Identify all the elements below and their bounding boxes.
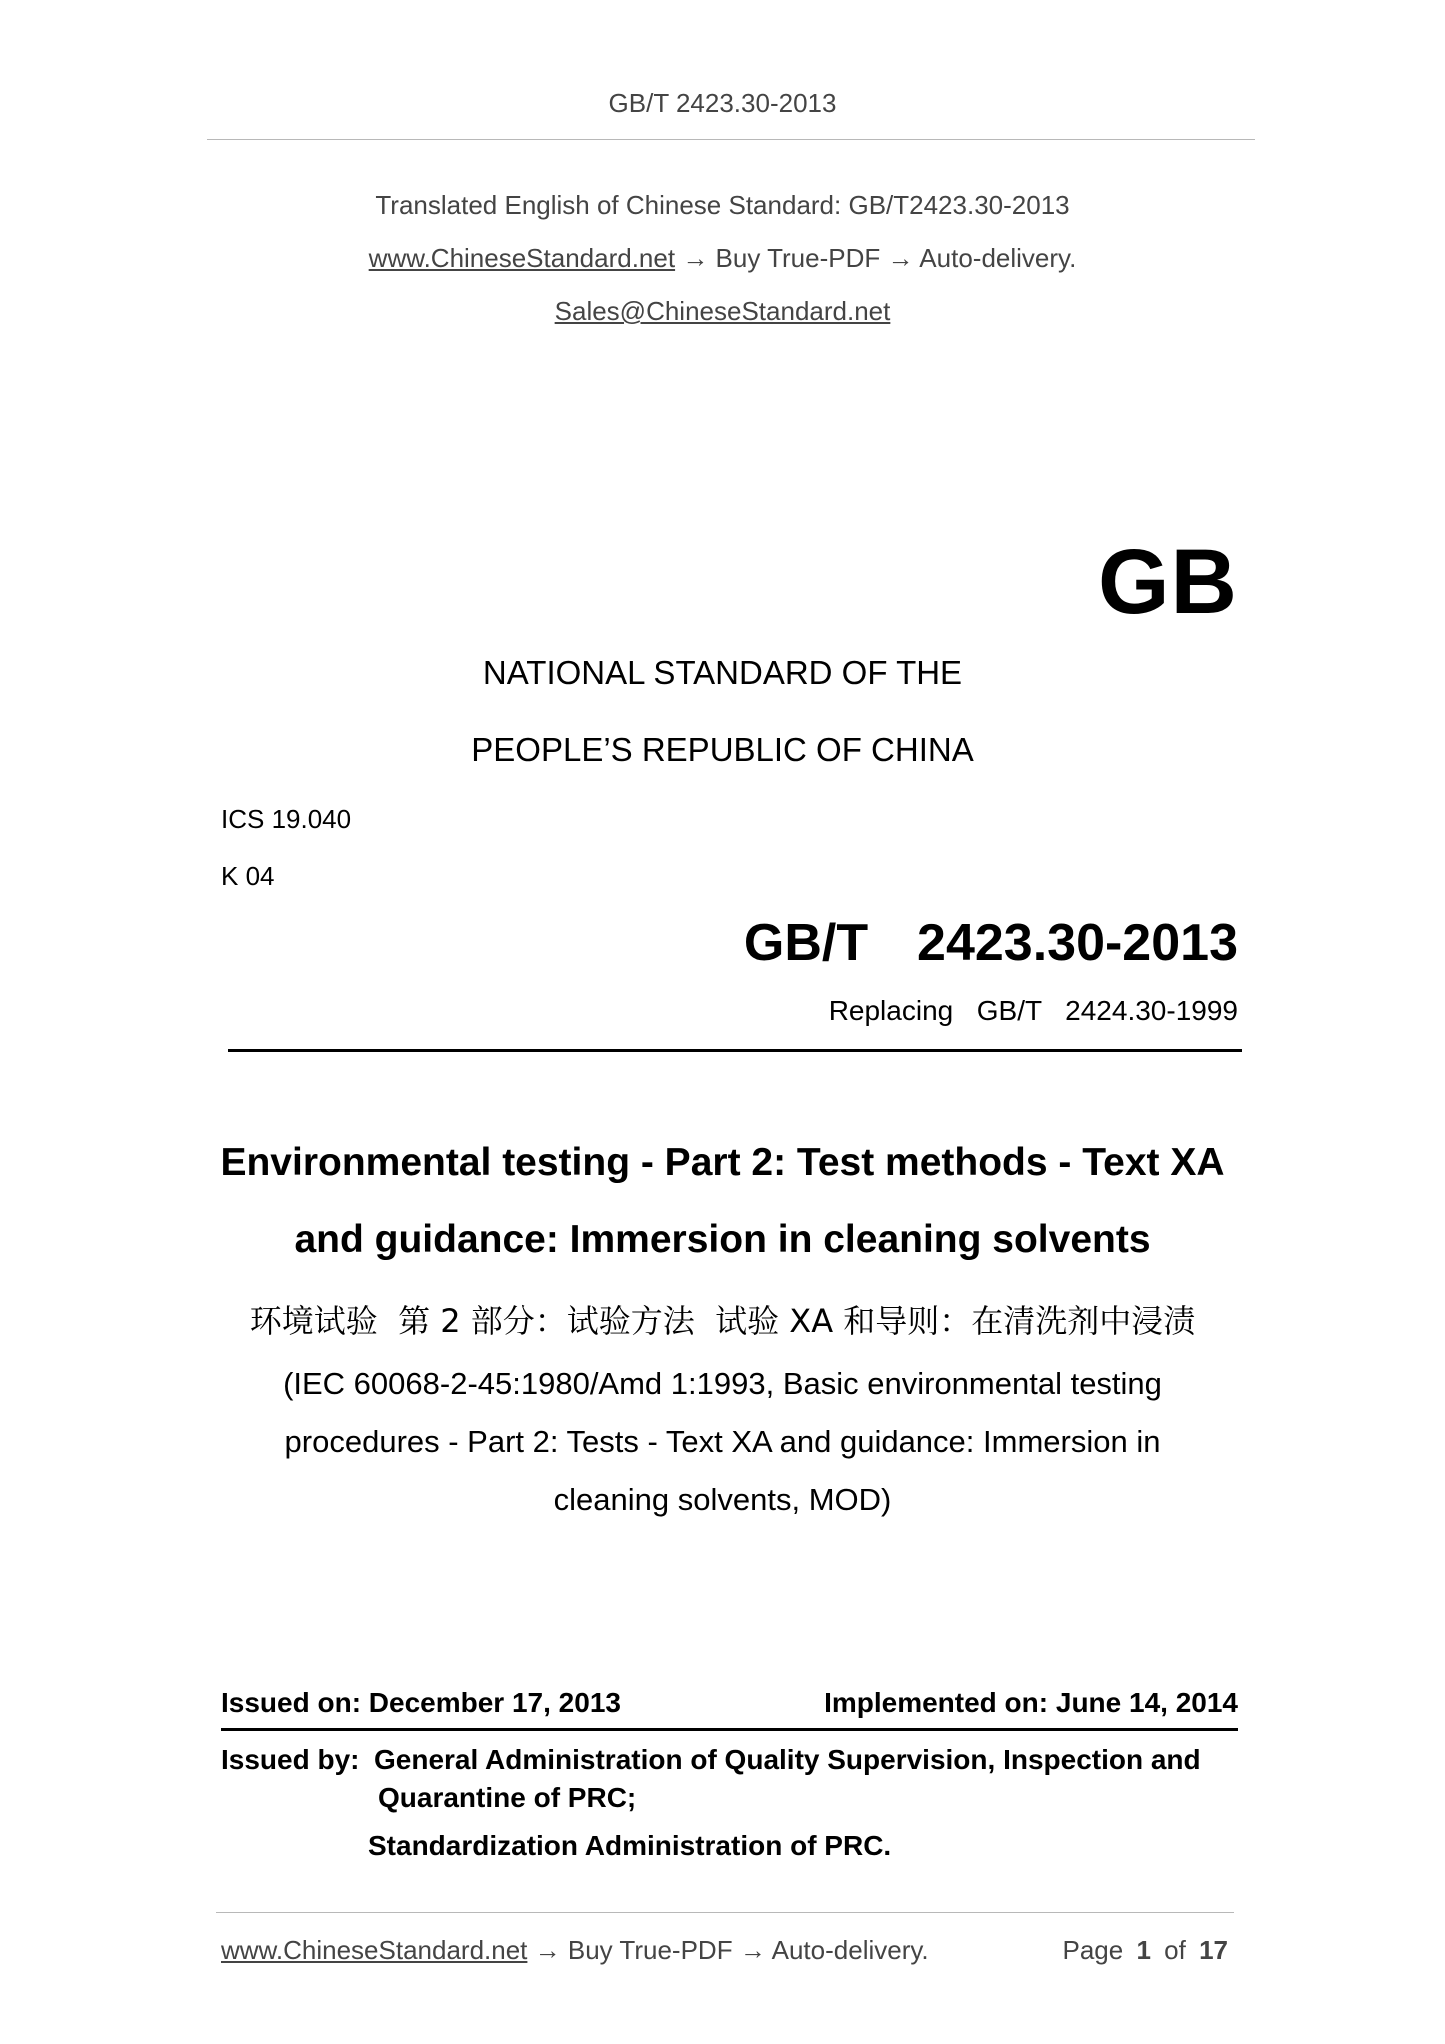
english-title-line2: and guidance: Immersion in cleaning solvents — [294, 1218, 1151, 1261]
email-line — [0, 296, 1445, 327]
buy-text: Buy True-PDF — [715, 243, 881, 273]
iec-reference-line2: procedures - Part 2: Tests - Text XA and guidance: Immersion in — [284, 1424, 1161, 1459]
issuing-org-2: Standardization Administration of PRC. — [368, 1830, 892, 1861]
arrow-icon: → — [682, 243, 709, 273]
site-link[interactable]: www.ChineseStandard.net — [368, 243, 676, 273]
iec-reference-line1: (IEC 60068-2-45:1980/Amd 1:1993, Basic environmental testing — [283, 1366, 1162, 1401]
english-title-line1: Environmental testing - Part 2: Test methods - Text XA — [220, 1141, 1225, 1184]
national-standard-subtitle: PEOPLE’S REPUBLIC OF CHINA — [471, 731, 974, 768]
footer-site-link[interactable]: www.ChineseStandard.net — [221, 1935, 528, 1965]
page-indicator — [1062, 1935, 1228, 1966]
gb-mark: GB — [1098, 531, 1238, 633]
translation-note: Translated English of Chinese Standard: GB/T2423.30-2013 — [375, 190, 1070, 220]
page-current: 1 — [1136, 1935, 1151, 1965]
running-header: GB/T 2423.30-2013 — [608, 88, 837, 118]
ics-code: ICS 19.040 — [221, 804, 352, 834]
issued-by-label: Issued by: — [221, 1744, 360, 1775]
footer-divider — [216, 1912, 1234, 1913]
of-label: of — [1164, 1935, 1186, 1965]
promo-line — [0, 243, 1445, 274]
issuing-org-1: General Administration of Quality Supervision, Inspection and — [374, 1744, 1201, 1775]
issuing-org-1-cont: Quarantine of PRC; — [378, 1782, 637, 1813]
national-standard-title: NATIONAL STANDARD OF THE — [482, 654, 963, 691]
footer-delivery-text: Auto-delivery. — [771, 1935, 929, 1965]
implemented-on-date: Implemented on: June 14, 2014 — [824, 1687, 1238, 1718]
dates-divider — [221, 1728, 1238, 1731]
iec-reference-line3: cleaning solvents, MOD) — [553, 1482, 892, 1517]
standard-number: GB/T 2423.30-2013 — [743, 914, 1238, 972]
replacing-standard: Replacing GB/T 2424.30-1999 — [828, 995, 1238, 1026]
page-total: 17 — [1199, 1935, 1228, 1965]
footer-buy-text: Buy True-PDF — [567, 1935, 733, 1965]
arrow-icon: → — [739, 1935, 766, 1965]
sales-email-link[interactable]: Sales@ChineseStandard.net — [554, 296, 891, 326]
delivery-text: Auto-delivery. — [919, 243, 1077, 273]
issued-on-date: Issued on: December 17, 2013 — [221, 1687, 621, 1718]
arrow-icon: → — [887, 243, 914, 273]
ccs-code: K 04 — [221, 861, 275, 891]
page-label: Page — [1062, 1935, 1124, 1965]
chinese-title: 环境试验 第 2 部分：试验方法 试验 XA 和导则：在清洗剂中浸渍 — [249, 1302, 1196, 1340]
arrow-icon: → — [534, 1935, 561, 1965]
title-divider — [228, 1049, 1242, 1052]
header-divider — [207, 139, 1255, 140]
footer-promo — [221, 1935, 929, 1966]
